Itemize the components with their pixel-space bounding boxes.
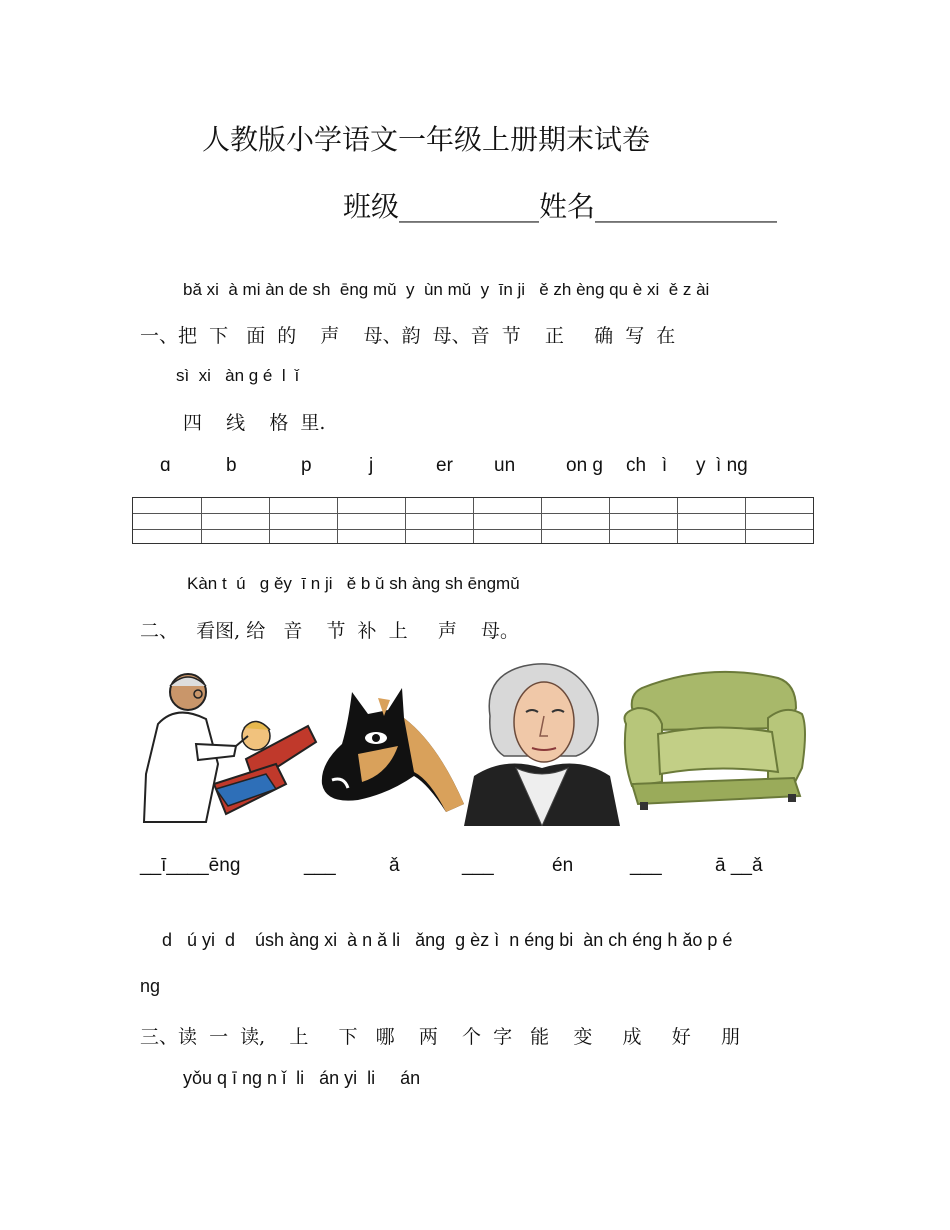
blank-4-final: ā __ǎ [715, 855, 763, 876]
blank-4: ___ [630, 855, 662, 876]
section3-pinyin-wrap: ng [140, 976, 161, 996]
letter-a: ɑ [160, 455, 171, 476]
letter-chi: ch ì [626, 455, 668, 476]
horse-picture [318, 684, 466, 814]
blank-3-final: én [552, 855, 574, 876]
letter-p: p [301, 455, 312, 476]
page-title: 人教版小学语文一年级上册期末试卷 [202, 123, 651, 156]
blank-1: __ī____ēng [140, 855, 241, 876]
portrait-picture [464, 656, 620, 826]
letter-ying: y ì ng [696, 455, 748, 476]
section2-pinyin: Kàn t ú g ěy ī n ji ě b ǔ sh àng sh ēngmǔ [187, 574, 520, 593]
section2-question: 二、 看图, 给 音 节 补 上 声 母。 [140, 620, 519, 642]
letter-ong: on g [566, 455, 603, 476]
dentist-picture [136, 664, 321, 828]
blank-2-final: ǎ [389, 855, 400, 876]
section3-question: 三、读 一 读, 上 下 哪 两 个 字 能 变 成 好 朋 [140, 1026, 740, 1048]
section1-pinyin: bǎ xi à mi àn de sh ēng mǔ y ùn mǔ y īn ji ě zh èng qu è xi ě z ài [183, 280, 710, 299]
four-line-grid [132, 497, 814, 544]
class-name-line: 班级__________姓名_____________ [343, 190, 778, 223]
section1-pinyin2: sì xi àn g é l ǐ [176, 366, 299, 385]
letter-b: b [226, 455, 237, 476]
blank-3: ___ [462, 855, 494, 876]
letter-er: er [436, 455, 453, 476]
sofa-picture [618, 668, 808, 810]
blank-2: ___ [304, 855, 336, 876]
letter-j: j [369, 455, 374, 476]
section3-pinyin: d ú yi d úsh àng xi à n ǎ li ǎng g èz ì n éng bi àn ch éng h ǎo p é [162, 930, 733, 950]
section1-question2: 四 线 格 里. [183, 412, 326, 434]
section1-question: 一、把 下 面 的 声 母、韵 母、音 节 正 确 写 在 [140, 325, 676, 347]
section3-pinyin2: yǒu q ī ng n ǐ li án yi li án [183, 1068, 421, 1088]
letter-un: un [494, 455, 516, 476]
